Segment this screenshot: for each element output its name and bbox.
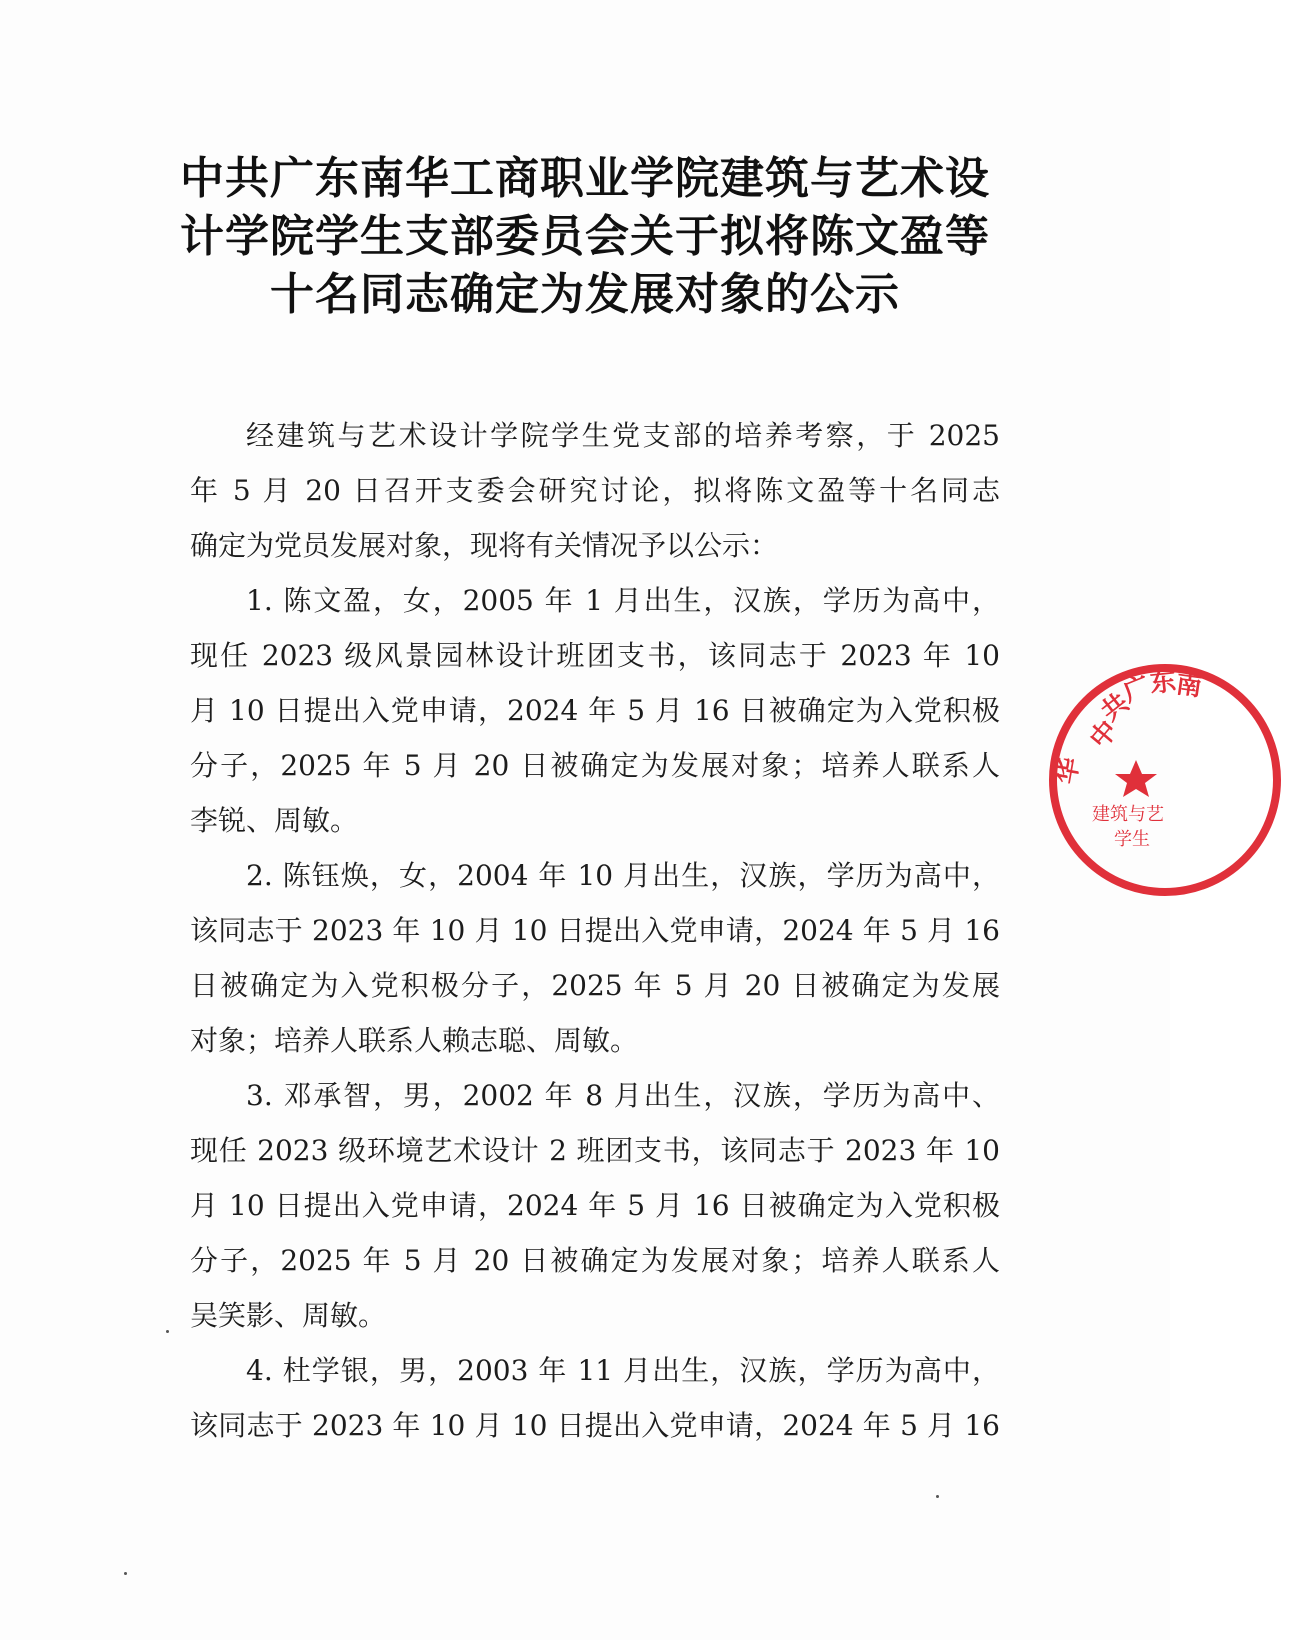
item3-line-1: 3. 邓承智，男，2002 年 8 月出生，汉族，学历为高中、 <box>246 1079 1000 1112</box>
intro-line-3: 确定为党员发展对象，现将有关情况予以公示： <box>190 529 779 562</box>
seal-char-5: 南 <box>1174 669 1204 703</box>
seal-inner-text: 建筑与艺 <box>1092 804 1164 825</box>
seal-icon <box>1040 650 1300 920</box>
item1-line-2: 现任 2023 级风景园林设计班团支书，该同志于 2023 年 10 <box>190 639 1000 672</box>
seal-star <box>1115 760 1157 797</box>
item3-line-4: 分子，2025 年 5 月 20 日被确定为发展对象；培养人联系人 <box>190 1244 1000 1277</box>
seal-ring <box>1053 668 1277 892</box>
item4-line-2: 该同志于 2023 年 10 月 10 日提出入党申请，2024 年 5 月 16 <box>190 1409 1000 1442</box>
document-title <box>150 150 1020 324</box>
seal-char-4: 东 <box>1148 666 1178 699</box>
seal-char-3: 广 <box>1119 670 1155 709</box>
scan-speck <box>166 1330 169 1333</box>
scan-speck <box>936 1495 939 1498</box>
title-line-3: 十名同志确定为发展对象的公示 <box>270 269 900 320</box>
item1-line-4: 分子，2025 年 5 月 20 日被确定为发展对象；培养人联系人 <box>190 749 1000 782</box>
document-body <box>190 408 1000 1453</box>
intro-line-2: 年 5 月 20 日召开支委会研究讨论，拟将陈文盈等十名同志 <box>190 474 1000 507</box>
seal-char-1: 中 <box>1084 715 1125 755</box>
title-line-2: 计学院学生支部委员会关于拟将陈文盈等 <box>180 211 990 262</box>
item1-line-1: 1. 陈文盈，女，2005 年 1 月出生，汉族，学历为高中， <box>246 584 1000 617</box>
seal-char-2: 共 <box>1095 687 1135 728</box>
title-line-1: 中共广东南华工商职业学院建筑与艺术设 <box>180 153 990 204</box>
item3-line-3: 月 10 日提出入党申请，2024 年 5 月 16 日被确定为入党积极 <box>190 1189 1000 1222</box>
item1-line-5: 李锐、周敏。 <box>190 804 359 837</box>
official-seal <box>1040 650 1204 920</box>
intro-line-1: 经建筑与艺术设计学院学生党支部的培养考察，于 2025 <box>246 419 1000 452</box>
item2-line-2: 该同志于 2023 年 10 月 10 日提出入党申请，2024 年 5 月 16 <box>190 914 1000 947</box>
item4-line-1: 4. 杜学银，男，2003 年 11 月出生，汉族，学历为高中， <box>246 1354 1000 1387</box>
seal-inner-text-2: 学生 <box>1114 829 1150 850</box>
item2-line-4: 对象；培养人联系人赖志聪、周敏。 <box>190 1024 639 1057</box>
item3-line-2: 现任 2023 级环境艺术设计 2 班团支书，该同志于 2023 年 10 <box>190 1134 1000 1167</box>
item2-line-1: 2. 陈钰焕，女，2004 年 10 月出生，汉族，学历为高中， <box>246 859 1000 892</box>
seal-char-6: 华 <box>1051 755 1086 787</box>
scan-speck <box>124 1572 127 1575</box>
item3-line-5: 吴笑影、周敏。 <box>190 1299 387 1332</box>
item1-line-3: 月 10 日提出入党申请，2024 年 5 月 16 日被确定为入党积极 <box>190 694 1000 727</box>
item2-line-3: 日被确定为入党积极分子，2025 年 5 月 20 日被确定为发展 <box>190 969 1000 1002</box>
